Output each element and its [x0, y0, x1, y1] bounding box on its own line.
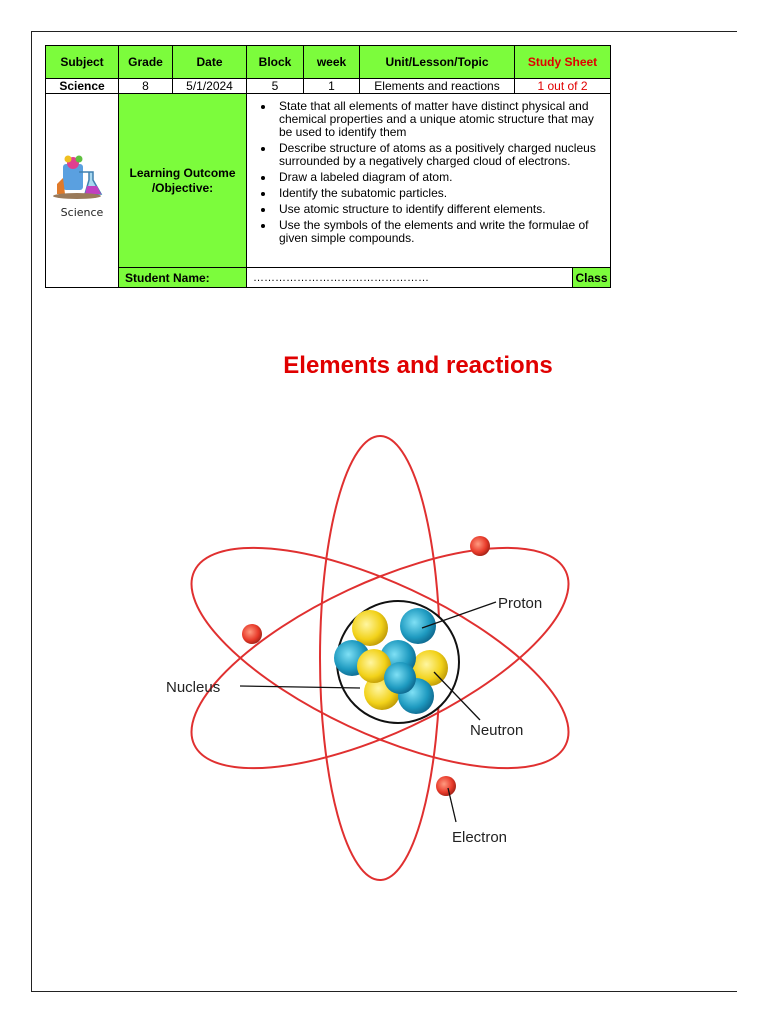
- col-week: week: [304, 46, 360, 79]
- nucleus: [334, 601, 459, 723]
- class-label: Class: [573, 268, 611, 288]
- outcome-label: Learning Outcome /Objective:: [119, 94, 247, 268]
- label-nucleus: Nucleus: [166, 679, 221, 696]
- col-study-sheet: Study Sheet: [515, 46, 611, 79]
- objective-item: • Use the symbols of the elements and write the formulae of given simple compounds.: [275, 219, 606, 245]
- col-grade: Grade: [119, 46, 173, 79]
- col-topic: Unit/Lesson/Topic: [360, 46, 515, 79]
- objective-item: • Identify the subatomic particles.: [275, 187, 606, 200]
- label-neutron: Neutron: [470, 722, 524, 739]
- header-table: [45, 45, 611, 288]
- col-subject: Subject: [46, 46, 119, 79]
- grade-value: 8: [119, 79, 173, 94]
- header-row: [46, 46, 611, 79]
- subject-value: Science: [46, 79, 119, 94]
- page-title: Elements and reactions: [283, 352, 553, 379]
- objectives-cell: [247, 94, 611, 268]
- objective-item: • Describe structure of atoms as a positively charged nucleus surrounded by a negatively charged cloud of electrons.: [275, 142, 606, 168]
- science-logo-icon: [49, 154, 115, 224]
- col-block: Block: [247, 46, 304, 79]
- week-value: 1: [304, 79, 360, 94]
- col-date: Date: [173, 46, 247, 79]
- logo-caption: Science: [60, 206, 104, 219]
- logo-cell: [46, 94, 119, 288]
- date-value: 5/1/2024: [173, 79, 247, 94]
- outcome-row: [46, 94, 611, 268]
- student-name-label: Student Name:: [119, 268, 247, 288]
- block-value: 5: [247, 79, 304, 94]
- label-proton: Proton: [498, 595, 543, 612]
- value-row: [46, 79, 611, 94]
- sheet-value: 1 out of 2: [515, 79, 611, 94]
- student-row: [46, 268, 611, 288]
- objective-item: • Use atomic structure to identify different elements.: [275, 203, 606, 216]
- electron-left: [242, 624, 262, 644]
- objective-item: • Draw a labeled diagram of atom.: [275, 171, 606, 184]
- topic-value: Elements and reactions: [360, 79, 515, 94]
- objectives-list: [255, 100, 606, 245]
- objective-item: • State that all elements of matter have distinct physical and chemical properties and a unique atomic structure that may be used to identify them: [275, 100, 606, 139]
- atom-diagram: [160, 430, 580, 890]
- electron-top-right: [470, 536, 490, 556]
- label-electron: Electron: [452, 829, 508, 846]
- electron-bottom: [436, 776, 456, 796]
- student-name-field[interactable]: …………………………………………: [247, 268, 573, 288]
